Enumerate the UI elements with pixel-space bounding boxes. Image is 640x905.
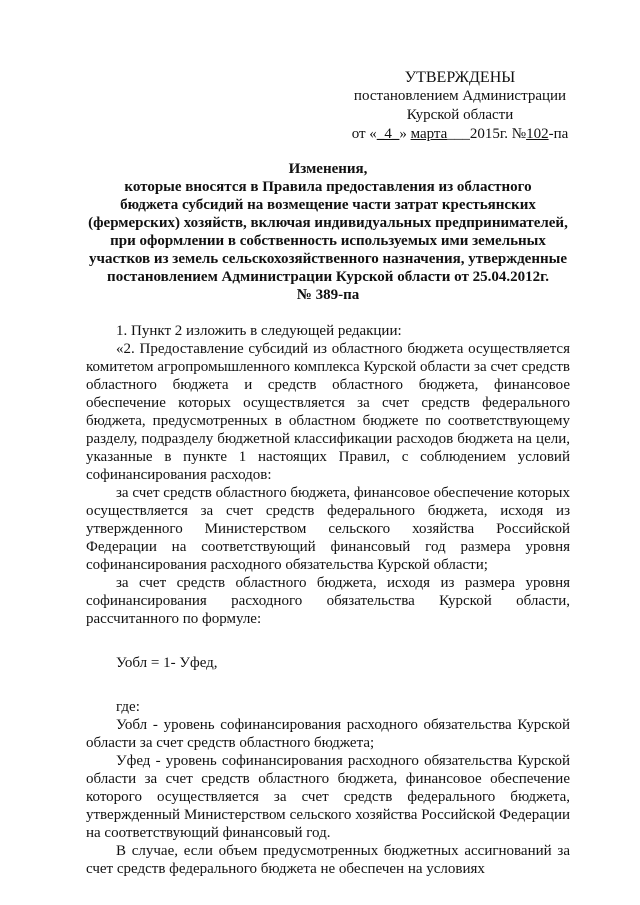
heading-line: которые вносятся в Правила предоставления из областного	[124, 179, 532, 195]
paragraph-item-1: 1. Пункт 2 изложить в следующей редакции:	[116, 323, 402, 339]
heading-line: постановлением Администрации Курской области от 25.04.2012г.	[107, 269, 549, 285]
paragraph-uobl-definition: Уобл - уровень софинансирования расходного обязательства Курской области за счет средств областного бюджета;	[86, 717, 570, 751]
approval-dateline	[330, 125, 590, 144]
heading-line: участков из земель сельскохозяйственного назначения, утвержденные	[88, 251, 567, 267]
date-prefix: от «	[351, 126, 377, 142]
heading-line: (фермерских) хозяйств, включая индивидуальных предпринимателей,	[88, 215, 568, 231]
approval-block	[330, 68, 590, 144]
spacer	[86, 628, 570, 654]
approval-title: УТВЕРЖДЕНЫ	[404, 69, 516, 86]
paragraph-ufed-definition: Уфед - уровень софинансирования расходного обязательства Курской области за счет средств областного бюджета, финансовое обеспечение которого осуществляется за счет средств федерального бюджета, утвержденный Министерством сельского хозяйства Российской Федерации на соответствующий финансовый год.	[86, 753, 570, 841]
paragraph-case: В случае, если объем предусмотренных бюджетных ассигнований за счет средств федерального бюджета не обеспечен на условиях	[86, 843, 570, 877]
document-number: 102	[526, 126, 549, 142]
heading-line: Изменения,	[288, 161, 368, 177]
date-year: ___2015г. №	[447, 126, 527, 142]
paragraph-federal-cofinancing: за счет средств областного бюджета, финансовое обеспечение которых осуществляется за счет средств федерального бюджета, исходя из утвержденного Министерством сельского хозяйства Российской Федерации на соответствующий финансовый год размера уровня софинансирования расходного обязательства Курской области;	[86, 485, 570, 573]
approval-line-1: постановлением Администрации	[353, 88, 567, 104]
heading-line: при оформлении в собственность используемых ими земельных	[110, 233, 546, 249]
formula: Уобл = 1- Уфед,	[116, 655, 218, 671]
where-label: где:	[116, 699, 140, 715]
date-day: _4_	[376, 126, 400, 142]
number-suffix: -па	[548, 126, 569, 142]
document-body	[86, 322, 570, 878]
date-month: марта	[410, 126, 448, 142]
paragraph-clause-2: «2. Предоставление субсидий из областного бюджета осуществляется комитетом агропромышленного комплекса Курской области за счет средств областного бюджета и средств областного бюджета, финансовое обеспечение которых осуществляется за счет средств федерального бюджета, предусмотренных в областном бюджете по соответствующему разделу, подразделу бюджетной классификации расходов бюджета на цели, указанные в пункте 1 настоящих Правил, с соблюдением условий софинансирования расходов:	[86, 341, 570, 483]
paragraph-regional-cofinancing: за счет средств областного бюджета, исходя из размера уровня софинансирования расходного обязательства Курской области, рассчитанного по формуле:	[86, 575, 570, 627]
heading-line: № 389-па	[296, 287, 360, 303]
heading-line: бюджета субсидий на возмещение части затрат крестьянских	[120, 197, 536, 213]
date-mid: »	[399, 126, 411, 142]
spacer	[86, 672, 570, 698]
document-heading	[86, 160, 570, 304]
approval-line-2: Курской области	[406, 107, 514, 123]
